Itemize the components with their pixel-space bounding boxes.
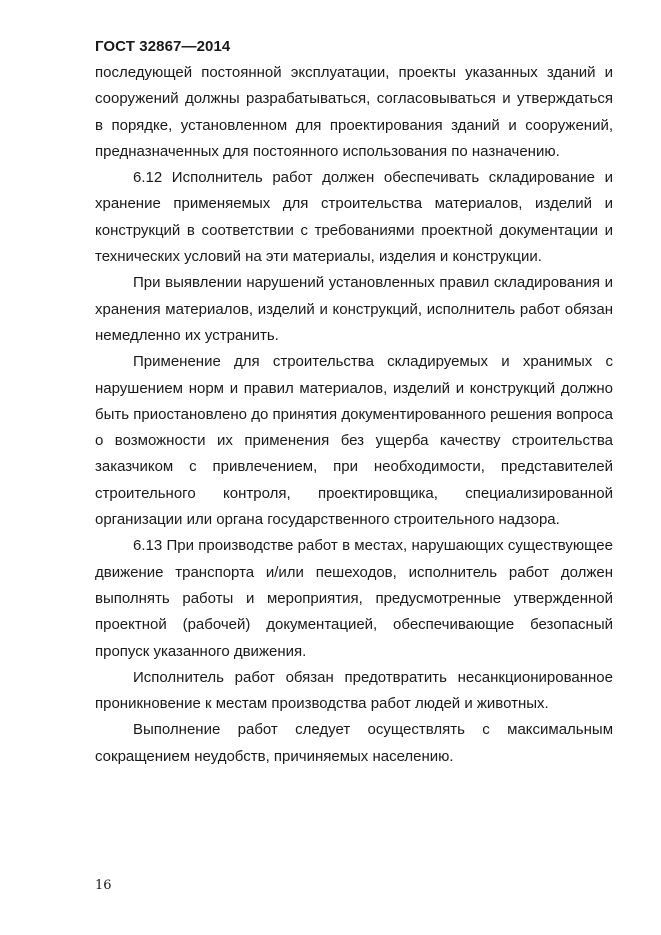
paragraph-6-13: 6.13 При производстве работ в местах, нарушающих существующее движение транспорта и/или пешеходов, исполнитель работ должен выполнять работы и мероприятия, предусмотренные утвержденной проектной (рабочей) документацией, обеспечивающие безопасный пропуск указанного движения. [95, 537, 613, 660]
paragraph-minimize-inconvenience: Выполнение работ следует осуществлять с максимальным сокращением неудобств, причиняемых населению. [95, 721, 613, 765]
document-header: ГОСТ 32867—2014 [95, 38, 231, 55]
document-body [95, 60, 613, 770]
paragraph-6-12: 6.12 Исполнитель работ должен обеспечивать складирование и хранение применяемых для строительства материалов, изделий и конструкций в соответствии с требованиями проектной документации и технических условий на эти материалы, изделия и конструкции. [95, 169, 613, 266]
paragraph-prevent-access: Исполнитель работ обязан предотвратить несанкционированное проникновение к местам производства работ людей и животных. [95, 668, 613, 713]
paragraph-violations: При выявлении нарушений установленных правил складирования и хранения материалов, изделий и конструкций, исполнитель работ обязан немедленно их устранить. [95, 274, 613, 344]
paragraph-suspension: Применение для строительства складируемых и хранимых с нарушением норм и правил материалов, изделий и конструкций должно быть приостановлено до принятия документированного решения вопроса о возможности их применения без ущерба качеству строительства заказчиком с привлечением, при необходимости, представителей строительного контроля, проектировщика, специализированной организации или органа государственного строительного надзора. [95, 353, 613, 529]
page-number: 16 [95, 878, 112, 893]
paragraph-continuation: последующей постоянной эксплуатации, проекты указанных зданий и сооружений должны разрабатываться, согласовываться и утверждаться в порядке, установленном для проектирования зданий и сооружений, предназначенных для постоянного использования по назначению. [95, 64, 613, 160]
